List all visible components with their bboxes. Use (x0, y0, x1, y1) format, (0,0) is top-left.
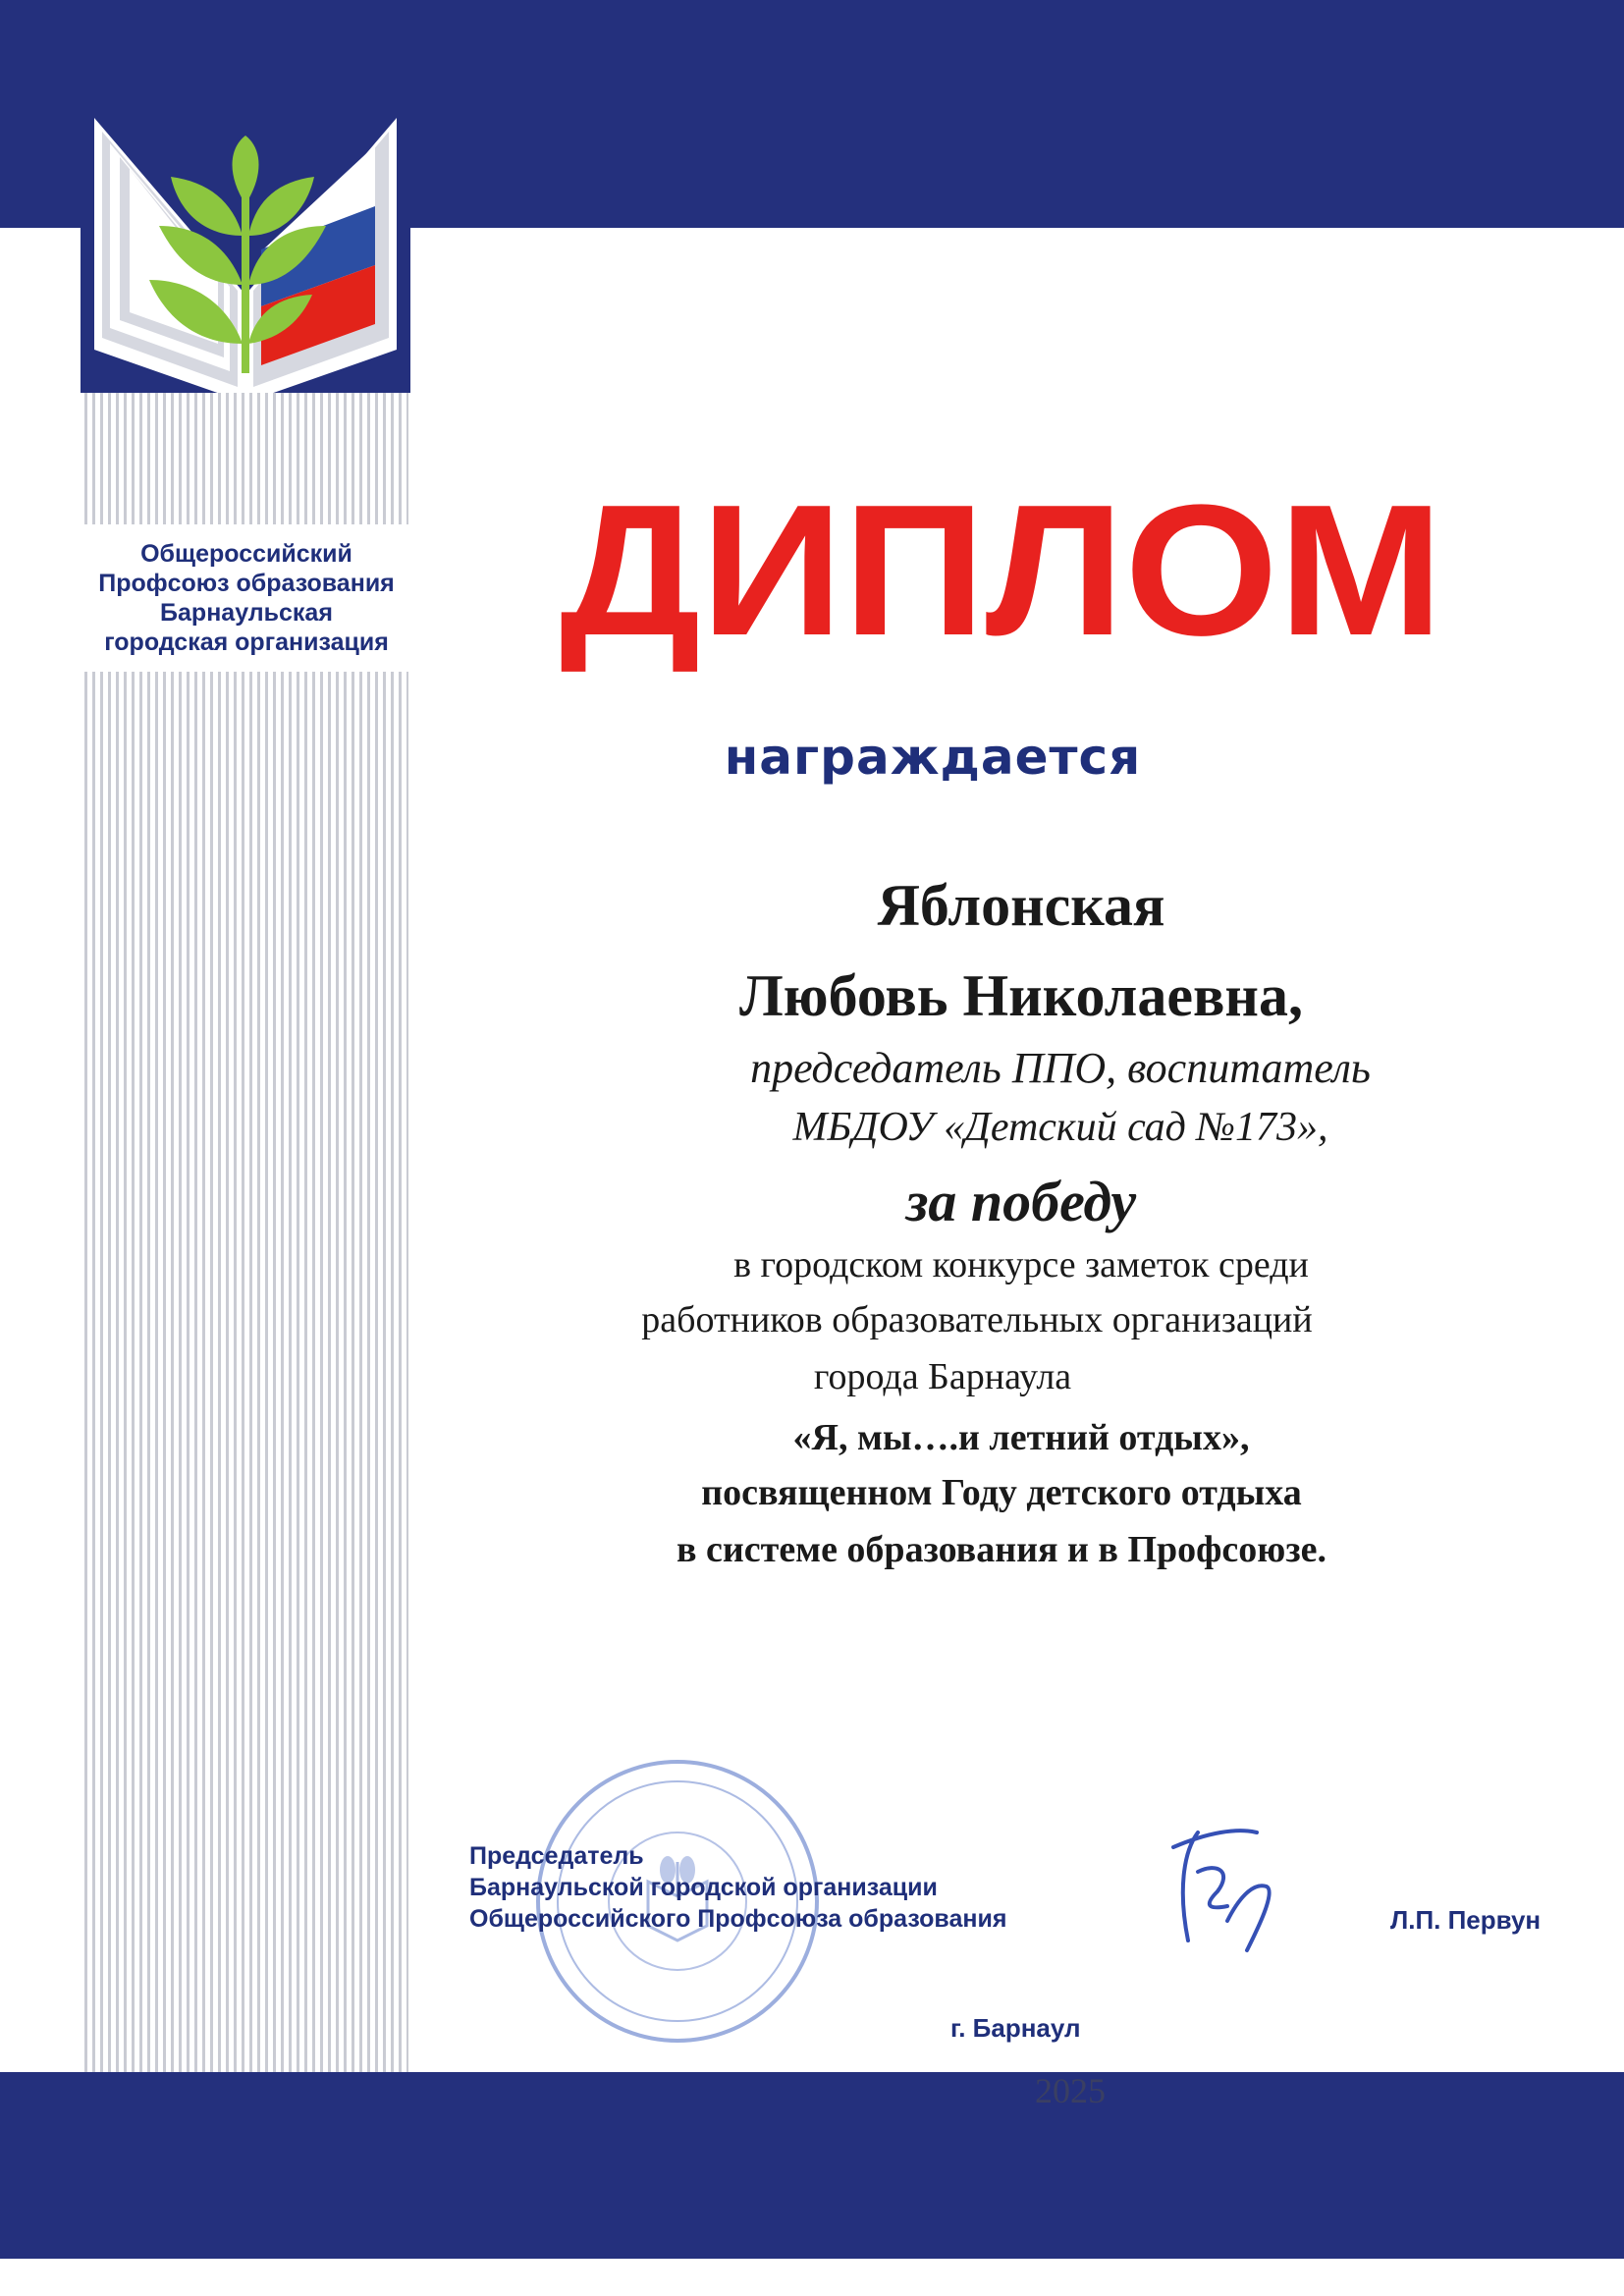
issuer-organization (84, 524, 408, 672)
diploma-title (550, 487, 1453, 674)
issuer-line: Профсоюз образования (98, 570, 395, 597)
contest-title: «Я, мы….и летний отдых», (792, 1417, 1250, 1458)
issue-year: 2025 (1035, 2071, 1106, 2110)
diploma-title-text: ДИПЛОМ (560, 487, 1443, 674)
awarded-label: награждается (724, 729, 1142, 786)
signature-block (469, 1840, 1006, 1935)
recipient-position: председатель ППО, воспитатель (750, 1044, 1371, 1092)
issuer-line: городская организация (104, 629, 389, 656)
bottom-white-margin (0, 2259, 1624, 2296)
contest-dedication: посвященном Году детского отдыха (701, 1472, 1302, 1513)
recipient-given-names: Любовь Николаевна, (739, 963, 1303, 1028)
signatory-title: Общероссийского Профсоюза образования (469, 1905, 1007, 1933)
recipient-surname: Яблонская (877, 873, 1165, 938)
signatory-title: Председатель (469, 1842, 644, 1870)
contest-line: города Барнаула (813, 1356, 1072, 1397)
issuer-line: Барнаульская (160, 599, 333, 627)
handwritten-signature (1159, 1813, 1296, 1970)
contest-line: работников образовательных организаций (641, 1299, 1313, 1340)
signatory-title: Барнаульской городской организации (469, 1874, 938, 1901)
vertical-stripe-panel (84, 228, 408, 2072)
contest-line: в городском конкурсе заметок среди (733, 1244, 1309, 1285)
recipient-organization: МБДОУ «Детский сад №173», (792, 1105, 1328, 1150)
issuer-line: Общероссийский (140, 540, 352, 568)
union-logo (81, 118, 410, 393)
award-reason: за победу (905, 1170, 1137, 1233)
signer-name: Л.П. Первун (1390, 1905, 1542, 1935)
contest-dedication: в системе образования и в Профсоюзе. (677, 1529, 1326, 1570)
bottom-navy-band (0, 2072, 1624, 2259)
issue-city: г. Барнаул (950, 2013, 1081, 2043)
